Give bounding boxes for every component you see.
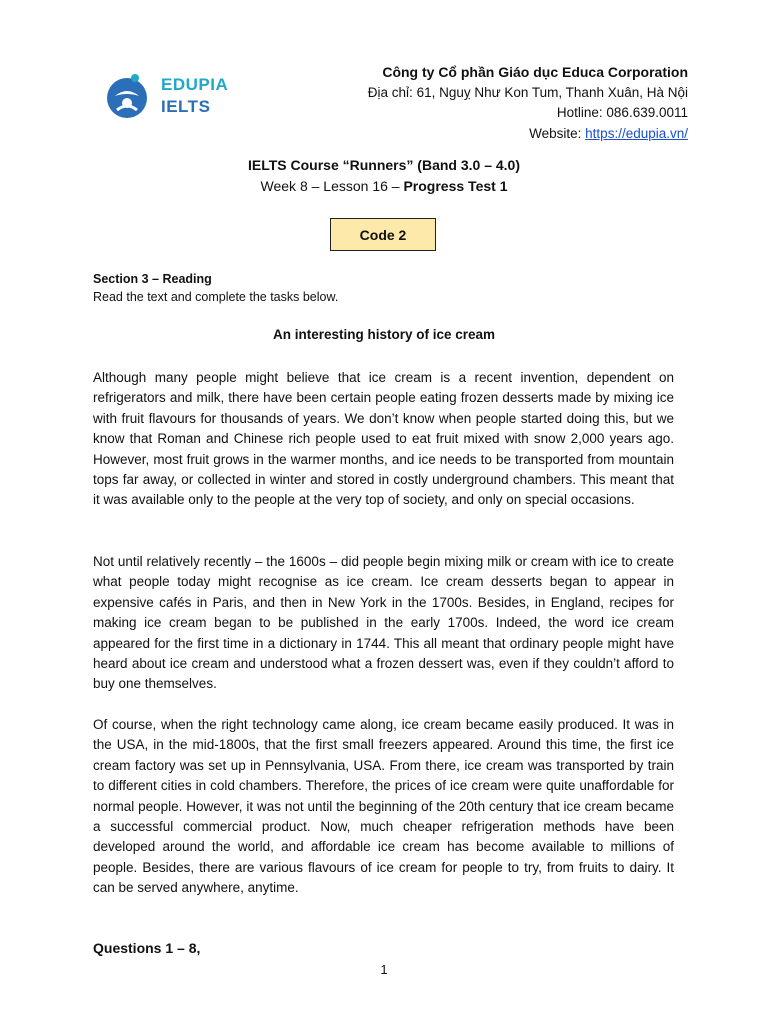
article-paragraph-1: Although many people might believe that ice cream is a recent invention, dependent on refrigerators and milk, there have been certain people eating frozen desserts made by mixing ice with fruit flavours for thousands of years. We don’t know when people started doing this, but we know that Roman and Chinese rich people used to eat fruit mixed with snow 2,000 years ago. However, most fruit grows in the warmer months, and ice needs to be transported from mountain tops far away, or collected in winter and stored in costly underground chambers. This meant that it was available only to the people at the very top of society, and only on special occasions. — [93, 370, 674, 508]
code-label: Code 2 — [359, 226, 407, 243]
code-badge — [330, 218, 436, 251]
lesson-line — [0, 176, 768, 197]
article-title: An interesting history of ice cream — [272, 327, 496, 342]
section-instruction: Read the text and complete the tasks below. — [93, 290, 339, 304]
section-heading: Section 3 – Reading — [93, 272, 212, 286]
page-number: 1 — [380, 962, 388, 977]
questions-heading: Questions 1 – 8, — [93, 940, 201, 956]
logo-text-ielts: IELTS — [161, 97, 211, 116]
lesson-prefix: Week 8 – Lesson 16 – — [260, 178, 404, 194]
article-paragraph-2: Not until relatively recently – the 1600s – did people begin mixing milk or cream with ice to create what people today might recognise as ice cream. Ice cream desserts began to appear in expensive cafés in Paris, and then in New York in the 1700s. Besides, in England, recipes for making ice cream began to be published in the early 1700s. Indeed, the word ice cream appeared for the first time in a dictionary in 1744. This all meant that ordinary people might have heard about ice cream and understood what a frozen dessert was, even if they couldn’t afford to buy one themselves. — [93, 554, 674, 692]
article-paragraph-3: Of course, when the right technology came along, ice cream became easily produced. It was in the USA, in the mid-1800s, that the first small freezers appeared. Around this time, the first ice cream factory was set up in Pennsylvania, USA. From there, ice cream was transported by train to different cities in cold chambers. Therefore, the prices of ice cream were quite unaffordable for normal people. However, it was not until the beginning of the 20th century that ice cream became a successful commercial product. Now, much cheaper refrigeration methods have been developed around the world, and affordable ice cream has become available to millions of people. Besides, there are various flavours of ice cream for people to try, from fruits to dairy. It can be served anywhere, anytime. — [93, 717, 674, 896]
edupia-logo-icon — [105, 72, 151, 120]
company-address: Địa chỉ: 61, Nguỵ Như Kon Tum, Thanh Xuân, Hà Nội — [367, 84, 688, 100]
website-link[interactable]: https://edupia.vn/ — [585, 125, 688, 141]
edupia-ielts-logo — [105, 72, 245, 120]
company-website — [368, 124, 688, 145]
section-intro — [93, 270, 338, 306]
course-title: IELTS Course “Runners” (Band 3.0 – 4.0) — [247, 157, 521, 173]
course-header — [0, 155, 768, 197]
lesson-test: Progress Test 1 — [403, 178, 508, 194]
company-hotline: Hotline: 086.639.0011 — [556, 105, 688, 120]
company-name: Công ty Cổ phần Giáo dục Educa Corporation — [382, 64, 688, 80]
company-info — [368, 62, 688, 144]
website-label: Website: — [529, 125, 582, 141]
logo-text-edupia: EDUPIA — [161, 75, 229, 94]
